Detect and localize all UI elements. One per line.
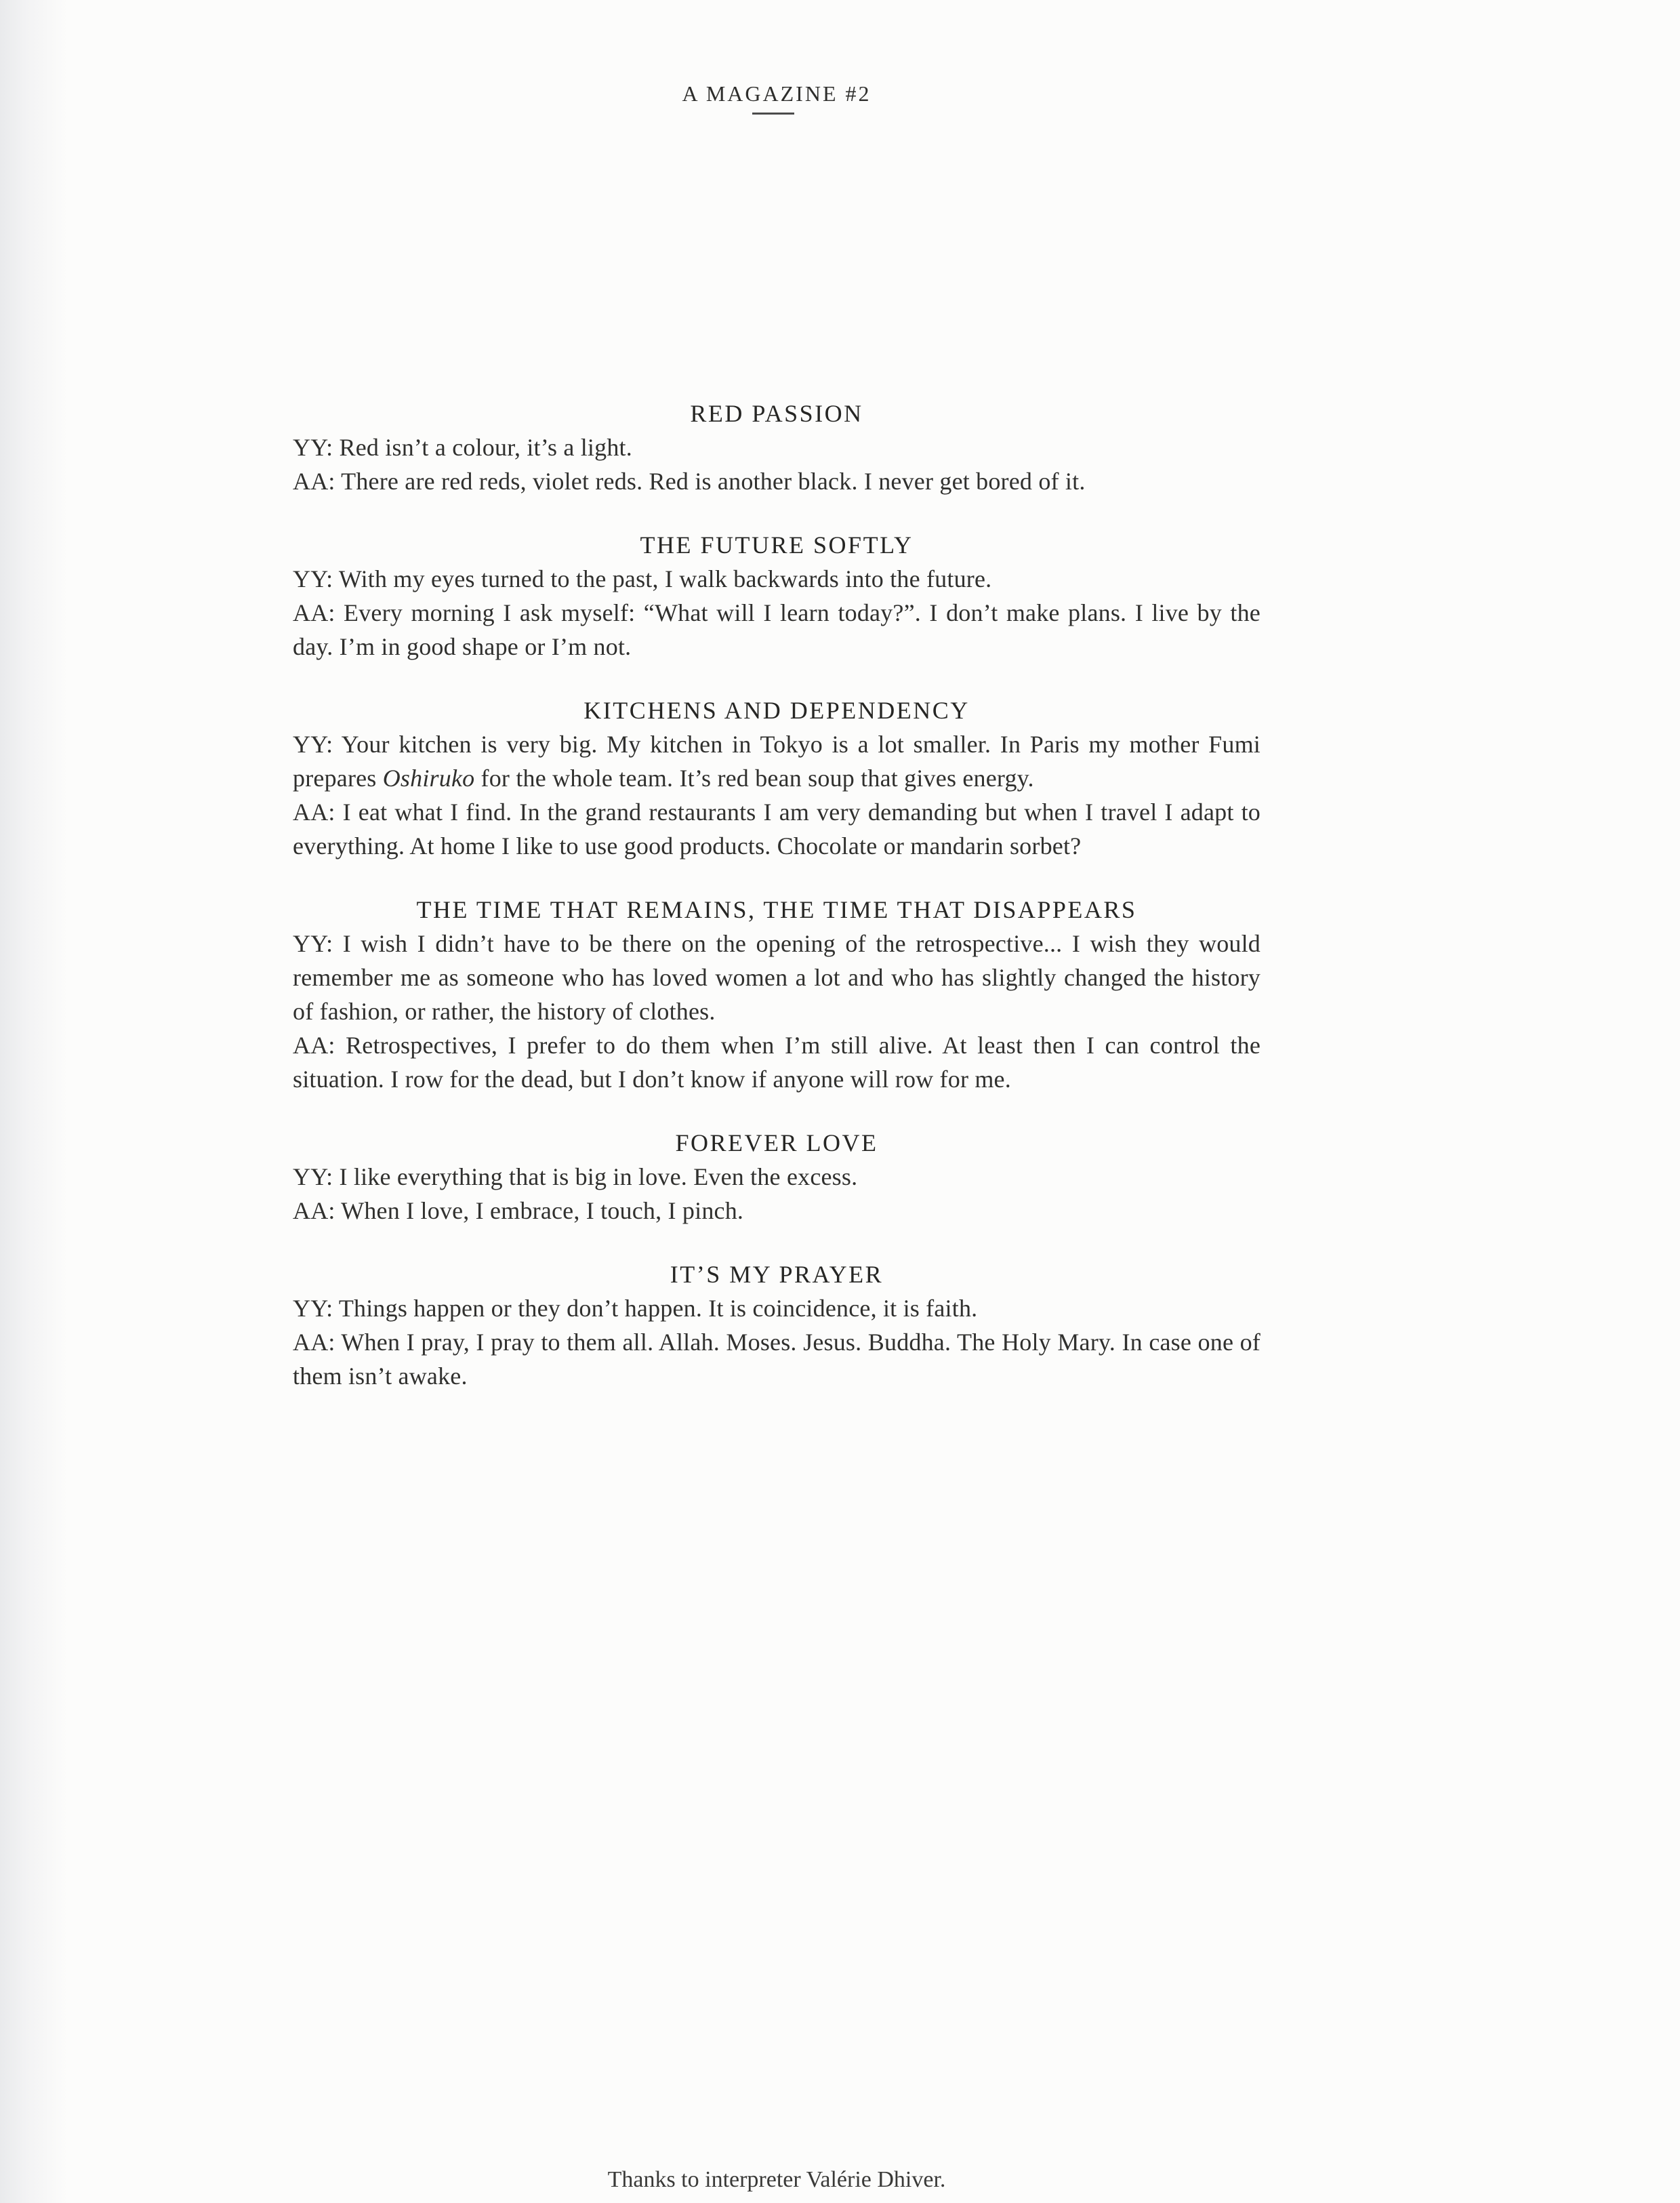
dialogue-paragraph (293, 562, 1261, 596)
interview-section (293, 528, 1261, 664)
interview-section (293, 893, 1261, 1096)
dialogue-text: YY: Things happen or they don’t happen. It is coincidence, it is faith. (293, 1295, 978, 1322)
section-title: THE TIME THAT REMAINS, THE TIME THAT DISAPPEARS (416, 896, 1137, 923)
dialogue-text: YY: Your kitchen is very big. My kitchen in Tokyo is a lot smaller. In Paris my mother Fumi prepares (293, 731, 1261, 792)
dialogue-paragraph (293, 1028, 1261, 1096)
dialogue-text: AA: When I love, I embrace, I touch, I pinch. (293, 1197, 744, 1224)
section-title: IT’S MY PRAYER (670, 1261, 884, 1288)
interview-section (293, 693, 1261, 863)
dialogue-text: AA: There are red reds, violet reds. Red is another black. I never get bored of it. (293, 468, 1086, 495)
dialogue-paragraph (293, 464, 1261, 498)
dialogue-paragraph (293, 927, 1261, 1028)
dialogue-text: AA: When I pray, I pray to them all. Allah. Moses. Jesus. Buddha. The Holy Mary. In case one of them isn’t awake. (293, 1329, 1261, 1390)
interview-section (293, 1126, 1261, 1228)
dialogue-paragraph (293, 1194, 1261, 1228)
dialogue-text: YY: I like everything that is big in love. Even the excess. (293, 1163, 858, 1190)
dialogue-paragraph (293, 727, 1261, 795)
interpreter-credit: Thanks to interpreter Valérie Dhiver. (607, 2167, 946, 2192)
dialogue-text: YY: I wish I didn’t have to be there on the opening of the retrospective... I wish they would remember me as someone who has loved women a lot and who has slightly changed the history of fashion, or rather, the history of clothes. (293, 930, 1261, 1025)
dialogue-paragraph (293, 1160, 1261, 1194)
dialogue-paragraph (293, 795, 1261, 863)
dialogue-text: YY: With my eyes turned to the past, I walk backwards into the future. (293, 565, 992, 592)
italic-text: Oshiruko (382, 765, 475, 792)
interview-section (293, 1257, 1261, 1393)
dialogue-text: YY: Red isn’t a colour, it’s a light. (293, 434, 632, 461)
dialogue-paragraph (293, 596, 1261, 664)
interview-section (293, 397, 1261, 498)
section-title: RED PASSION (690, 400, 863, 427)
magazine-masthead-title: A MAGAZINE #2 (682, 81, 872, 106)
dialogue-text: for the whole team. It’s red bean soup that gives energy. (474, 765, 1034, 792)
dialogue-text: AA: I eat what I find. In the grand restaurants I am very demanding but when I travel I adapt to everything. At home I like to use good products. Chocolate or mandarin sorbet? (293, 799, 1261, 860)
dialogue-paragraph (293, 430, 1261, 464)
section-title: THE FUTURE SOFTLY (640, 531, 914, 559)
dialogue-text: AA: Retrospectives, I prefer to do them when I’m still alive. At least then I can control the situation. I row for the dead, but I don’t know if anyone will row for me. (293, 1032, 1261, 1093)
scan-edge-shading (0, 0, 68, 2203)
section-title: FOREVER LOVE (675, 1129, 878, 1156)
interview-content (293, 397, 1261, 1423)
dialogue-text: AA: Every morning I ask myself: “What will I learn today?”. I don’t make plans. I live by the day. I’m in good shape or I’m not. (293, 599, 1261, 660)
section-title: KITCHENS AND DEPENDENCY (583, 697, 970, 724)
dialogue-paragraph (293, 1325, 1261, 1393)
masthead-divider-rule (752, 113, 794, 115)
dialogue-paragraph (293, 1291, 1261, 1325)
